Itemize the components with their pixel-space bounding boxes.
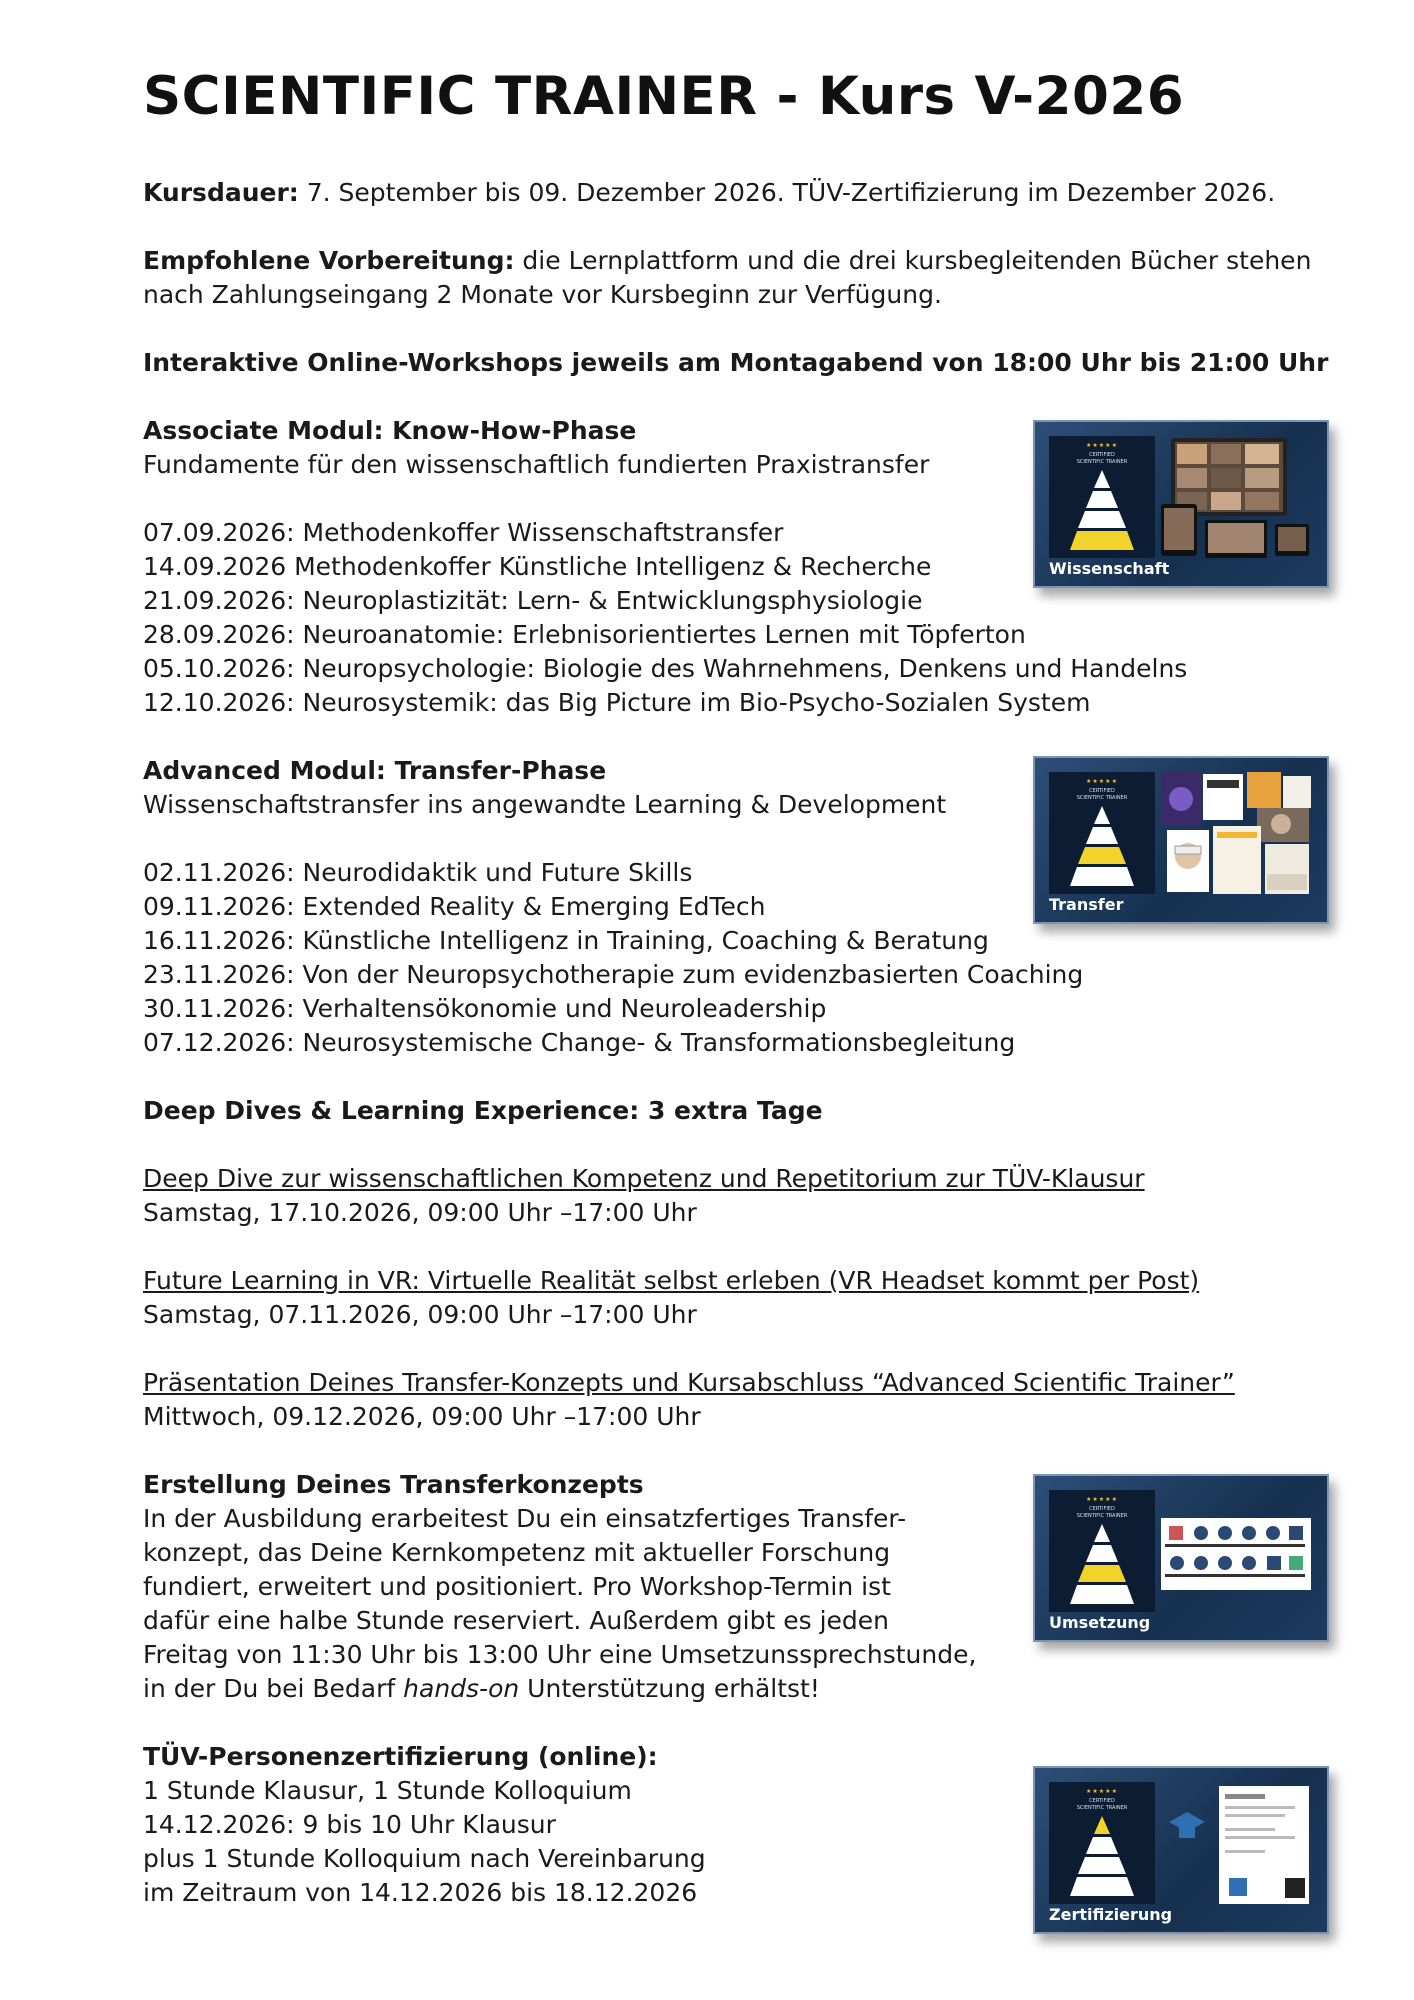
erstellung-heading: Erstellung Deines Transferkonzepts — [143, 1470, 644, 1499]
vorbereitung-line2: nach Zahlungseingang 2 Monate vor Kursbeginn zur Verfügung. — [143, 280, 942, 309]
associate-section — [143, 414, 1187, 720]
list-item: 07.09.2026: Methodenkoffer Wissenschaftstransfer — [143, 518, 784, 547]
advanced-subtitle: Wissenschaftstransfer ins angewandte Learning & Development — [143, 790, 947, 819]
screens-collage — [1161, 436, 1311, 560]
tuev-heading: TÜV-Personenzertifizierung (online): — [143, 1742, 658, 1771]
deepdive-date-3: Mittwoch, 09.12.2026, 09:00 Uhr –17:00 Uhr — [143, 1402, 701, 1431]
list-item: 02.11.2026: Neurodidaktik und Future Skills — [143, 858, 693, 887]
list-item: 05.10.2026: Neuropsychologie: Biologie des Wahrnehmens, Denkens und Handelns — [143, 654, 1188, 683]
list-item: 28.09.2026: Neuroanatomie: Erlebnisorientiertes Lernen mit Töpferton — [143, 620, 1026, 649]
books-collage — [1161, 772, 1311, 896]
list-item: 14.09.2026 Methodenkoffer Künstliche Intelligenz & Recherche — [143, 552, 932, 581]
badge-stars: ★★★★★ — [1086, 1788, 1118, 1795]
list-item: 09.11.2026: Extended Reality & Emerging EdTech — [143, 892, 766, 921]
tuev-line: 14.12.2026: 9 bis 10 Uhr Klausur — [143, 1810, 556, 1839]
erstellung-line: konzept, das Deine Kernkompetenz mit aktueller Forschung — [143, 1538, 891, 1567]
pyramid-icon — [1068, 470, 1136, 554]
pyramid-icon — [1068, 806, 1136, 890]
vorbereitung-line1: die Lernplattform und die drei kursbegleitenden Bücher stehen — [514, 246, 1312, 275]
thumbnail-label: Transfer — [1049, 895, 1124, 914]
badge-text: CERTIFIED SCIENTIFIC TRAINER — [1076, 452, 1128, 465]
certificate-preview — [1161, 1782, 1311, 1906]
badge-stars: ★★★★★ — [1086, 442, 1118, 449]
badge-text: CERTIFIED SCIENTIFIC TRAINER — [1076, 1798, 1128, 1811]
list-item: 30.11.2026: Verhaltensökonomie und Neuroleadership — [143, 994, 827, 1023]
advanced-heading: Advanced Modul: Transfer-Phase — [143, 756, 607, 785]
badge-panel — [1049, 436, 1155, 558]
deepdive-title-1: Deep Dive zur wissenschaftlichen Kompetenz und Repetitorium zur TÜV-Klausur — [143, 1164, 1145, 1193]
list-item: 16.11.2026: Künstliche Intelligenz in Training, Coaching & Beratung — [143, 926, 989, 955]
erstellung-line: In der Ausbildung erarbeitest Du ein einsatzfertiges Transfer- — [143, 1504, 907, 1533]
deepdive-title-3: Präsentation Deines Transfer-Konzepts und Kursabschluss “Advanced Scientific Trainer” — [143, 1368, 1235, 1397]
associate-heading: Associate Modul: Know-How-Phase — [143, 416, 637, 445]
thumbnail-wissenschaft — [1033, 420, 1329, 588]
pyramid-icon — [1068, 1524, 1136, 1608]
thumbnail-umsetzung — [1033, 1474, 1329, 1642]
list-item: 12.10.2026: Neurosystemik: das Big Picture im Bio-Psycho-Sozialen System — [143, 688, 1091, 717]
badge-panel — [1049, 772, 1155, 894]
erstellung-last-pre: in der Du bei Bedarf — [143, 1674, 404, 1703]
badge-panel — [1049, 1490, 1155, 1612]
thumbnail-zertifizierung — [1033, 1766, 1329, 1934]
associate-subtitle: Fundamente für den wissenschaftlich fundierten Praxistransfer — [143, 450, 930, 479]
erstellung-section — [143, 1468, 976, 1706]
badge-stars: ★★★★★ — [1086, 778, 1118, 785]
erstellung-line: Freitag von 11:30 Uhr bis 13:00 Uhr eine Umsetzunssprechstunde, — [143, 1640, 977, 1669]
kursdauer — [143, 176, 1275, 210]
badge-panel — [1049, 1782, 1155, 1904]
deepdive-title-2: Future Learning in VR: Virtuelle Realität selbst erleben (VR Headset kommt per Post) — [143, 1266, 1200, 1295]
badge-stars: ★★★★★ — [1086, 1496, 1118, 1503]
kursdauer-label: Kursdauer: — [143, 178, 299, 207]
badge-text: CERTIFIED SCIENTIFIC TRAINER — [1076, 1506, 1128, 1519]
list-item: 07.12.2026: Neurosystemische Change- & Transformationsbegleitung — [143, 1028, 1016, 1057]
deepdive-date-1: Samstag, 17.10.2026, 09:00 Uhr –17:00 Uhr — [143, 1198, 697, 1227]
kursdauer-text: 7. September bis 09. Dezember 2026. TÜV-Zertifizierung im Dezember 2026. — [298, 178, 1276, 207]
workshops-heading: Interaktive Online-Workshops jeweils am Montagabend von 18:00 Uhr bis 21:00 Uhr — [143, 348, 1329, 377]
page-title: SCIENTIFIC TRAINER - Kurs V-2026 — [143, 66, 1185, 127]
deepdive-date-2: Samstag, 07.11.2026, 09:00 Uhr –17:00 Uhr — [143, 1300, 697, 1329]
tuev-line: im Zeitraum von 14.12.2026 bis 18.12.2026 — [143, 1878, 698, 1907]
tuev-section — [143, 1740, 706, 1910]
tuev-line: 1 Stunde Klausur, 1 Stunde Kolloquium — [143, 1776, 632, 1805]
tuev-line: plus 1 Stunde Kolloquium nach Vereinbarung — [143, 1844, 706, 1873]
badge-text: CERTIFIED SCIENTIFIC TRAINER — [1076, 788, 1128, 801]
erstellung-last-italic: hands-on — [403, 1674, 520, 1703]
deepdives-section — [143, 1094, 1235, 1434]
thumbnail-transfer — [1033, 756, 1329, 924]
advanced-section — [143, 754, 1083, 1060]
erstellung-last-post: Unterstützung erhältst! — [519, 1674, 820, 1703]
erstellung-line: dafür eine halbe Stunde reserviert. Außerdem gibt es jeden — [143, 1606, 889, 1635]
vorbereitung-label: Empfohlene Vorbereitung: — [143, 246, 515, 275]
list-item: 21.09.2026: Neuroplastizität: Lern- & Entwicklungsphysiologie — [143, 586, 923, 615]
list-item: 23.11.2026: Von der Neuropsychotherapie zum evidenzbasierten Coaching — [143, 960, 1084, 989]
thumbnail-label: Umsetzung — [1049, 1613, 1151, 1632]
erstellung-line: fundiert, erweitert und positioniert. Pro Workshop-Termin ist — [143, 1572, 891, 1601]
pyramid-icon — [1068, 1816, 1136, 1900]
sprint-plan — [1161, 1490, 1311, 1614]
vorbereitung — [143, 244, 1311, 312]
deepdives-heading: Deep Dives & Learning Experience: 3 extra Tage — [143, 1096, 823, 1125]
thumbnail-label: Zertifizierung — [1049, 1905, 1173, 1924]
thumbnail-label: Wissenschaft — [1049, 559, 1170, 578]
